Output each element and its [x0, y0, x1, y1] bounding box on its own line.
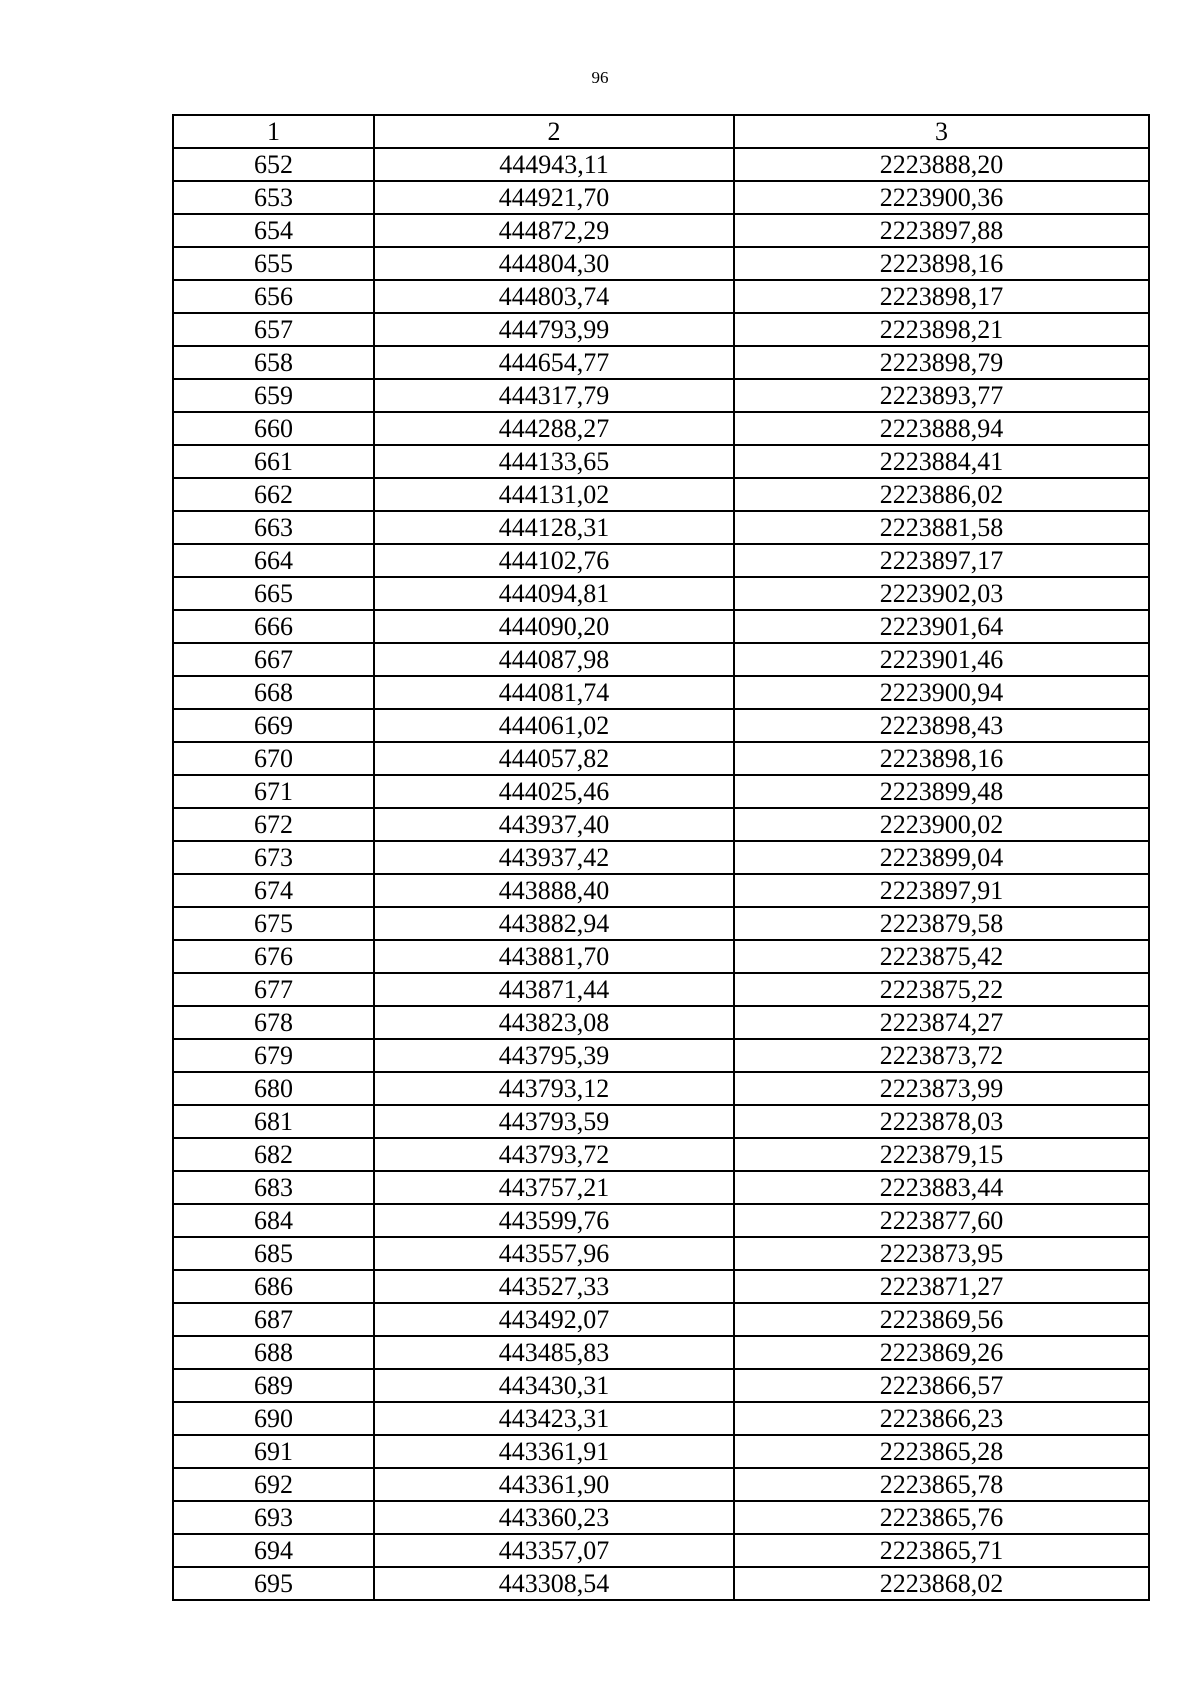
x-coordinate-cell: 443793,12: [374, 1072, 734, 1105]
x-coordinate-cell: 444943,11: [374, 148, 734, 181]
x-coordinate-cell: 444288,27: [374, 412, 734, 445]
point-number-cell: 667: [173, 643, 374, 676]
table-row: [173, 313, 1149, 346]
y-coordinate-cell: 2223898,21: [734, 313, 1149, 346]
point-number-cell: 687: [173, 1303, 374, 1336]
point-number-cell: 653: [173, 181, 374, 214]
point-number-cell: 660: [173, 412, 374, 445]
x-coordinate-cell: 443823,08: [374, 1006, 734, 1039]
x-coordinate-cell: 444804,30: [374, 247, 734, 280]
point-number-cell: 684: [173, 1204, 374, 1237]
table-row: [173, 808, 1149, 841]
y-coordinate-cell: 2223883,44: [734, 1171, 1149, 1204]
point-number-cell: 666: [173, 610, 374, 643]
point-number-cell: 688: [173, 1336, 374, 1369]
point-number-cell: 689: [173, 1369, 374, 1402]
point-number-cell: 685: [173, 1237, 374, 1270]
table-row: [173, 874, 1149, 907]
table-row: [173, 346, 1149, 379]
table-body: [173, 148, 1149, 1600]
x-coordinate-cell: 444081,74: [374, 676, 734, 709]
page-number: 96: [591, 68, 609, 87]
point-number-cell: 665: [173, 577, 374, 610]
x-coordinate-cell: 443357,07: [374, 1534, 734, 1567]
table-row: [173, 280, 1149, 313]
table-row: [173, 1039, 1149, 1072]
table-row: [173, 544, 1149, 577]
point-number-cell: 680: [173, 1072, 374, 1105]
x-coordinate-cell: 444090,20: [374, 610, 734, 643]
y-coordinate-cell: 2223898,43: [734, 709, 1149, 742]
point-number-cell: 674: [173, 874, 374, 907]
x-coordinate-cell: 444133,65: [374, 445, 734, 478]
table-row: [173, 940, 1149, 973]
point-number-cell: 664: [173, 544, 374, 577]
x-coordinate-cell: 444317,79: [374, 379, 734, 412]
y-coordinate-cell: 2223886,02: [734, 478, 1149, 511]
point-number-cell: 669: [173, 709, 374, 742]
table-row: [173, 1435, 1149, 1468]
table-row: [173, 412, 1149, 445]
table-row: [173, 973, 1149, 1006]
table-row: [173, 478, 1149, 511]
y-coordinate-cell: 2223873,95: [734, 1237, 1149, 1270]
point-number-cell: 693: [173, 1501, 374, 1534]
table-row: [173, 181, 1149, 214]
y-coordinate-cell: 2223868,02: [734, 1567, 1149, 1600]
x-coordinate-cell: 443795,39: [374, 1039, 734, 1072]
table-row: [173, 1369, 1149, 1402]
table-row: [173, 379, 1149, 412]
x-coordinate-cell: 444803,74: [374, 280, 734, 313]
point-number-cell: 652: [173, 148, 374, 181]
point-number-cell: 668: [173, 676, 374, 709]
table-row: [173, 1072, 1149, 1105]
y-coordinate-cell: 2223871,27: [734, 1270, 1149, 1303]
y-coordinate-cell: 2223888,20: [734, 148, 1149, 181]
column-header-1: 1: [173, 115, 374, 148]
y-coordinate-cell: 2223898,16: [734, 742, 1149, 775]
table-row: [173, 1237, 1149, 1270]
table-row: [173, 247, 1149, 280]
y-coordinate-cell: 2223884,41: [734, 445, 1149, 478]
y-coordinate-cell: 2223900,94: [734, 676, 1149, 709]
point-number-cell: 676: [173, 940, 374, 973]
table-row: [173, 643, 1149, 676]
table-row: [173, 709, 1149, 742]
x-coordinate-cell: 443430,31: [374, 1369, 734, 1402]
y-coordinate-cell: 2223898,17: [734, 280, 1149, 313]
point-number-cell: 661: [173, 445, 374, 478]
table-row: [173, 1336, 1149, 1369]
y-coordinate-cell: 2223875,22: [734, 973, 1149, 1006]
point-number-cell: 694: [173, 1534, 374, 1567]
x-coordinate-cell: 443937,42: [374, 841, 734, 874]
y-coordinate-cell: 2223875,42: [734, 940, 1149, 973]
y-coordinate-cell: 2223869,26: [734, 1336, 1149, 1369]
point-number-cell: 662: [173, 478, 374, 511]
x-coordinate-cell: 444061,02: [374, 709, 734, 742]
x-coordinate-cell: 443888,40: [374, 874, 734, 907]
x-coordinate-cell: 444094,81: [374, 577, 734, 610]
x-coordinate-cell: 443599,76: [374, 1204, 734, 1237]
table-row: [173, 1105, 1149, 1138]
table-row: [173, 1468, 1149, 1501]
y-coordinate-cell: 2223900,36: [734, 181, 1149, 214]
y-coordinate-cell: 2223877,60: [734, 1204, 1149, 1237]
table-header-row: [173, 115, 1149, 148]
x-coordinate-cell: 443361,91: [374, 1435, 734, 1468]
y-coordinate-cell: 2223893,77: [734, 379, 1149, 412]
y-coordinate-cell: 2223865,78: [734, 1468, 1149, 1501]
point-number-cell: 682: [173, 1138, 374, 1171]
table-row: [173, 775, 1149, 808]
y-coordinate-cell: 2223865,28: [734, 1435, 1149, 1468]
y-coordinate-cell: 2223899,04: [734, 841, 1149, 874]
x-coordinate-cell: 443757,21: [374, 1171, 734, 1204]
point-number-cell: 683: [173, 1171, 374, 1204]
y-coordinate-cell: 2223897,91: [734, 874, 1149, 907]
x-coordinate-cell: 443485,83: [374, 1336, 734, 1369]
y-coordinate-cell: 2223879,15: [734, 1138, 1149, 1171]
table-row: [173, 1006, 1149, 1039]
x-coordinate-cell: 443527,33: [374, 1270, 734, 1303]
y-coordinate-cell: 2223901,46: [734, 643, 1149, 676]
x-coordinate-cell: 443557,96: [374, 1237, 734, 1270]
table-row: [173, 1303, 1149, 1336]
point-number-cell: 654: [173, 214, 374, 247]
x-coordinate-cell: 444057,82: [374, 742, 734, 775]
point-number-cell: 678: [173, 1006, 374, 1039]
y-coordinate-cell: 2223866,57: [734, 1369, 1149, 1402]
y-coordinate-cell: 2223888,94: [734, 412, 1149, 445]
x-coordinate-cell: 444025,46: [374, 775, 734, 808]
table-row: [173, 1501, 1149, 1534]
y-coordinate-cell: 2223874,27: [734, 1006, 1149, 1039]
point-number-cell: 658: [173, 346, 374, 379]
table-row: [173, 577, 1149, 610]
coordinates-table: [172, 114, 1150, 1601]
point-number-cell: 663: [173, 511, 374, 544]
y-coordinate-cell: 2223900,02: [734, 808, 1149, 841]
point-number-cell: 659: [173, 379, 374, 412]
y-coordinate-cell: 2223901,64: [734, 610, 1149, 643]
x-coordinate-cell: 443882,94: [374, 907, 734, 940]
x-coordinate-cell: 443871,44: [374, 973, 734, 1006]
y-coordinate-cell: 2223873,99: [734, 1072, 1149, 1105]
y-coordinate-cell: 2223878,03: [734, 1105, 1149, 1138]
x-coordinate-cell: 444872,29: [374, 214, 734, 247]
point-number-cell: 686: [173, 1270, 374, 1303]
y-coordinate-cell: 2223897,88: [734, 214, 1149, 247]
y-coordinate-cell: 2223873,72: [734, 1039, 1149, 1072]
table-row: [173, 445, 1149, 478]
point-number-cell: 695: [173, 1567, 374, 1600]
table-row: [173, 841, 1149, 874]
x-coordinate-cell: 444087,98: [374, 643, 734, 676]
point-number-cell: 670: [173, 742, 374, 775]
table-row: [173, 1567, 1149, 1600]
table-row: [173, 1534, 1149, 1567]
x-coordinate-cell: 443492,07: [374, 1303, 734, 1336]
point-number-cell: 673: [173, 841, 374, 874]
x-coordinate-cell: 444131,02: [374, 478, 734, 511]
y-coordinate-cell: 2223897,17: [734, 544, 1149, 577]
table-row: [173, 511, 1149, 544]
table-row: [173, 214, 1149, 247]
y-coordinate-cell: 2223866,23: [734, 1402, 1149, 1435]
x-coordinate-cell: 443308,54: [374, 1567, 734, 1600]
x-coordinate-cell: 443423,31: [374, 1402, 734, 1435]
y-coordinate-cell: 2223881,58: [734, 511, 1149, 544]
table-row: [173, 907, 1149, 940]
x-coordinate-cell: 443793,59: [374, 1105, 734, 1138]
x-coordinate-cell: 443937,40: [374, 808, 734, 841]
x-coordinate-cell: 444102,76: [374, 544, 734, 577]
y-coordinate-cell: 2223902,03: [734, 577, 1149, 610]
table-row: [173, 1138, 1149, 1171]
point-number-cell: 679: [173, 1039, 374, 1072]
column-header-2: 2: [374, 115, 734, 148]
x-coordinate-cell: 443793,72: [374, 1138, 734, 1171]
point-number-cell: 657: [173, 313, 374, 346]
table-row: [173, 1270, 1149, 1303]
point-number-cell: 677: [173, 973, 374, 1006]
table-row: [173, 148, 1149, 181]
y-coordinate-cell: 2223869,56: [734, 1303, 1149, 1336]
point-number-cell: 656: [173, 280, 374, 313]
point-number-cell: 691: [173, 1435, 374, 1468]
x-coordinate-cell: 443881,70: [374, 940, 734, 973]
x-coordinate-cell: 444654,77: [374, 346, 734, 379]
point-number-cell: 655: [173, 247, 374, 280]
column-header-3: 3: [734, 115, 1149, 148]
y-coordinate-cell: 2223865,76: [734, 1501, 1149, 1534]
y-coordinate-cell: 2223898,16: [734, 247, 1149, 280]
point-number-cell: 672: [173, 808, 374, 841]
x-coordinate-cell: 444793,99: [374, 313, 734, 346]
table-row: [173, 1402, 1149, 1435]
x-coordinate-cell: 443361,90: [374, 1468, 734, 1501]
table-row: [173, 676, 1149, 709]
x-coordinate-cell: 444128,31: [374, 511, 734, 544]
point-number-cell: 681: [173, 1105, 374, 1138]
point-number-cell: 692: [173, 1468, 374, 1501]
y-coordinate-cell: 2223899,48: [734, 775, 1149, 808]
x-coordinate-cell: 444921,70: [374, 181, 734, 214]
point-number-cell: 675: [173, 907, 374, 940]
y-coordinate-cell: 2223865,71: [734, 1534, 1149, 1567]
point-number-cell: 671: [173, 775, 374, 808]
point-number-cell: 690: [173, 1402, 374, 1435]
table-row: [173, 610, 1149, 643]
table-row: [173, 1171, 1149, 1204]
y-coordinate-cell: 2223898,79: [734, 346, 1149, 379]
table-row: [173, 1204, 1149, 1237]
x-coordinate-cell: 443360,23: [374, 1501, 734, 1534]
table-row: [173, 742, 1149, 775]
y-coordinate-cell: 2223879,58: [734, 907, 1149, 940]
